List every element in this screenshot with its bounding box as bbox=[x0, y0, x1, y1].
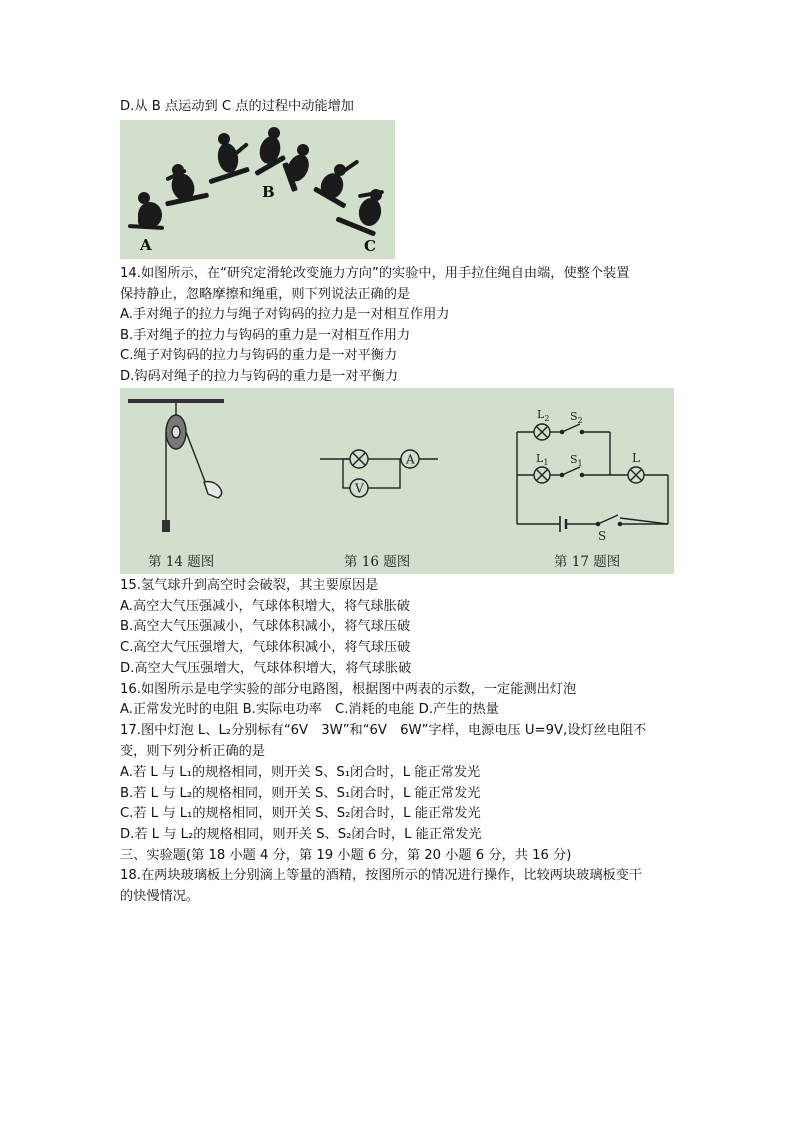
switch-s1-label: $S_1$ bbox=[570, 453, 583, 468]
q16-options: A.正常发光时的电阻 B.实际电功率 C.消耗的电能 D.产生的热量 bbox=[120, 702, 499, 717]
lamp-switch-circuit-diagram bbox=[517, 424, 668, 532]
q17-stem-line2: 变，则下列分析正确的是 bbox=[120, 744, 266, 759]
snowboarder-silhouette-5 bbox=[282, 144, 313, 192]
point-c-label: C bbox=[364, 237, 376, 255]
lamp-l2-label: $L_2$ bbox=[537, 408, 550, 423]
section-3-heading: 三、实验题(第 18 小题 4 分，第 19 小题 6 分，第 20 小题 6 分，共 16 分) bbox=[120, 848, 572, 863]
snowboarder-silhouette-3 bbox=[208, 133, 249, 184]
q15-option-d: D.高空大气压强增大，气球体积增大，将气球胀破 bbox=[120, 661, 412, 676]
lamp-l1-label: $L_1$ bbox=[536, 452, 549, 467]
q14-option-b: B.手对绳子的拉力与钩码的重力是一对相互作用力 bbox=[120, 328, 411, 343]
snowboarder-silhouette-6 bbox=[313, 159, 360, 208]
q18-stem-line1: 18.在两块玻璃板上分别滴上等量的酒精，按图所示的情况进行操作，比较两块玻璃板变干 bbox=[120, 868, 643, 883]
point-b-label: B bbox=[262, 183, 275, 201]
q14-option-c: C.绳子对钩码的拉力与钩码的重力是一对平衡力 bbox=[120, 348, 398, 363]
caption-fig16: 第 16 题图 bbox=[344, 554, 411, 570]
switch-s-label: S bbox=[598, 529, 607, 543]
q15-stem: 15.氢气球升到高空时会破裂，其主要原因是 bbox=[120, 578, 379, 593]
circuits-figure bbox=[120, 388, 674, 574]
q13-option-d: D.从 B 点运动到 C 点的过程中动能增加 bbox=[120, 99, 354, 114]
q17-stem-line1: 17.图中灯泡 L、L₂分别标有“6V 3W”和“6V 6W”字样，电源电压 U=9V,设灯丝电阻不 bbox=[120, 723, 647, 738]
pulley-diagram bbox=[128, 399, 224, 532]
q17-option-a: A.若 L 与 L₁的规格相同，则开关 S、S₁闭合时，L 能正常发光 bbox=[120, 765, 481, 780]
caption-fig14: 第 14 题图 bbox=[148, 554, 215, 570]
q14-option-d: D.钩码对绳子的拉力与钩码的重力是一对平衡力 bbox=[120, 369, 399, 384]
caption-fig17: 第 17 题图 bbox=[554, 554, 621, 570]
q15-option-c: C.高空大气压强增大，气球体积减小，将气球压破 bbox=[120, 640, 411, 655]
q17-option-c: C.若 L 与 L₁的规格相同，则开关 S、S₂闭合时，L 能正常发光 bbox=[120, 806, 481, 821]
snowboarder-silhouette-7 bbox=[335, 189, 384, 237]
snowboarder-silhouette-1 bbox=[128, 192, 164, 230]
meter-circuit-diagram bbox=[320, 450, 438, 497]
snowboarder-silhouette-2 bbox=[165, 164, 209, 207]
ammeter-label: A bbox=[406, 452, 415, 467]
voltmeter-label: V bbox=[355, 481, 364, 496]
q14-stem-line2: 保持静止，忽略摩擦和绳重，则下列说法正确的是 bbox=[120, 287, 411, 302]
snowboarder-silhouette-4 bbox=[254, 127, 286, 176]
q15-option-a: A.高空大气压强减小，气球体积增大，将气球胀破 bbox=[120, 599, 410, 614]
q14-stem-line1: 14.如图所示，在“研究定滑轮改变施力方向”的实验中，用手拉住绳自由端，使整个装置 bbox=[120, 266, 630, 281]
q18-stem-line2: 的快慢情况。 bbox=[120, 889, 200, 904]
snowboard-figure bbox=[120, 120, 395, 259]
q16-stem: 16.如图所示是电学实验的部分电路图，根据图中两表的示数，一定能测出灯泡 bbox=[120, 682, 577, 697]
q17-option-b: B.若 L 与 L₂的规格相同，则开关 S、S₁闭合时，L 能正常发光 bbox=[120, 786, 481, 801]
lamp-l-label: L bbox=[632, 451, 640, 465]
switch-s2-label: $S_2$ bbox=[570, 410, 583, 425]
point-a-label: A bbox=[140, 236, 152, 254]
q14-option-a: A.手对绳子的拉力与绳子对钩码的拉力是一对相互作用力 bbox=[120, 307, 450, 322]
q17-option-d: D.若 L 与 L₂的规格相同，则开关 S、S₂闭合时，L 能正常发光 bbox=[120, 827, 482, 842]
q15-option-b: B.高空大气压强减小，气球体积减小，将气球压破 bbox=[120, 619, 411, 634]
